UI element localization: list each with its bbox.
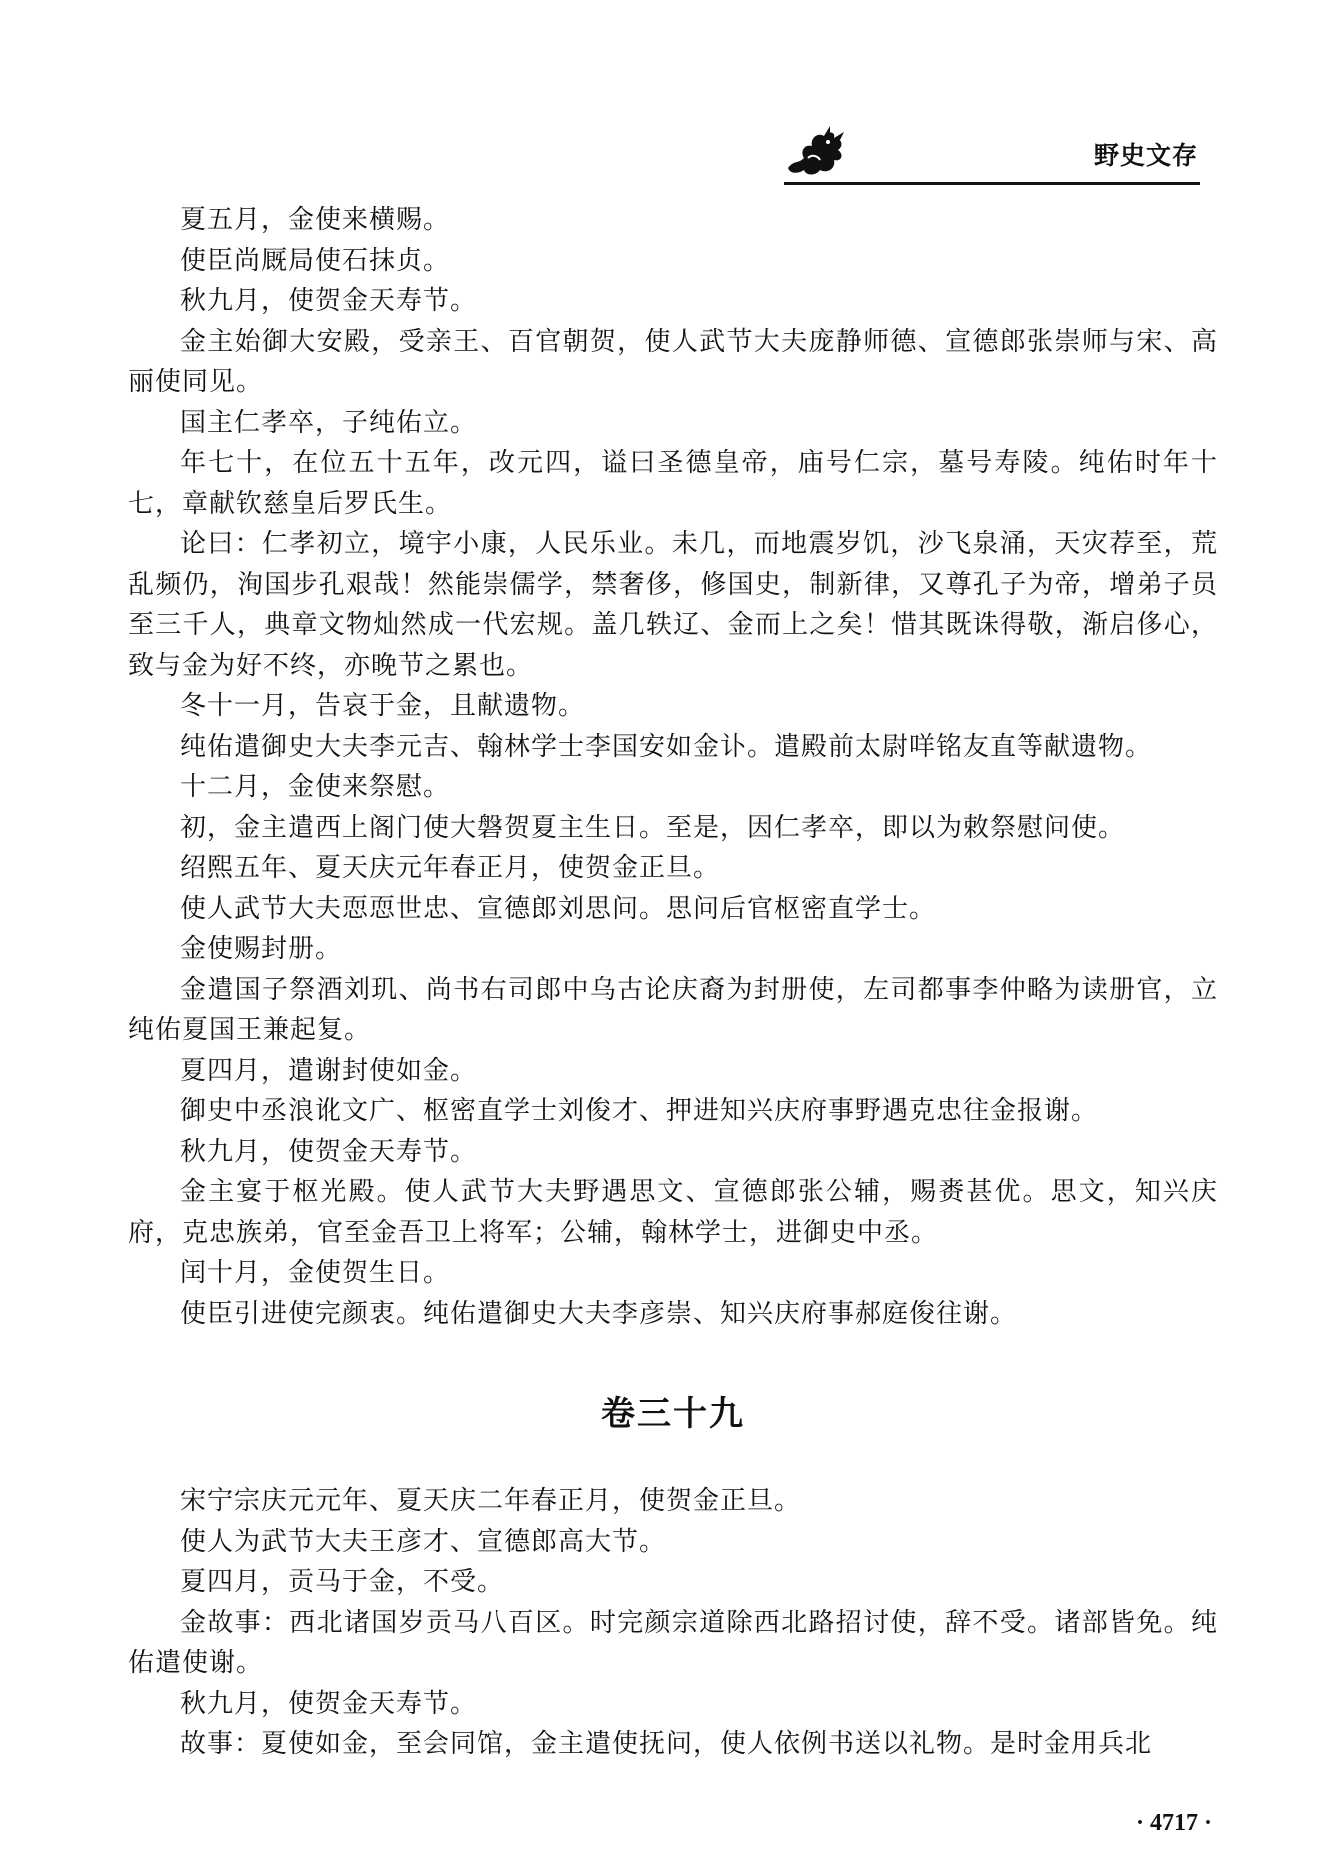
paragraph: 年七十，在位五十五年，改元四，谥曰圣德皇帝，庙号仁宗，墓号寿陵。纯佑时年十七，章献钦慈皇后罗氏生。 (128, 448, 1218, 519)
running-header (784, 118, 1200, 185)
paragraph: 秋九月，使贺金天寿节。 (180, 1136, 478, 1167)
paragraph: 金使赐封册。 (180, 934, 343, 964)
section-main-text (128, 200, 1218, 1334)
paragraph: 御史中丞浪讹文广、枢密直学士刘俊才、押进知兴庆府事野遇克忠往金报谢。 (180, 1096, 1099, 1126)
paragraph: 使人为武节大夫王彦才、宣德郎高大节。 (180, 1526, 667, 1557)
paragraph: 使臣尚厩局使石抹贞。 (180, 245, 451, 276)
paragraph: 夏四月，遣谢封使如金。 (180, 1055, 478, 1086)
paragraph: 金故事：西北诸国岁贡马八百区。时完颜宗道除西北路招讨使，辞不受。诸部皆免。纯佑遣使谢。 (128, 1607, 1218, 1678)
header-title: 野史文存 (1093, 141, 1198, 170)
paragraph: 金遣国子祭酒刘玑、尚书右司郎中乌古论庆裔为封册使，左司都事李仲略为读册官，立纯佑夏国王兼起复。 (128, 974, 1218, 1045)
paragraph: 绍熙五年、夏天庆元年春正月，使贺金正旦。 (180, 853, 721, 883)
paragraph: 金主宴于枢光殿。使人武节大夫野遇思文、宣德郎张公辅，赐赉甚优。思文，知兴庆府，克忠族弟，官至金吾卫上将军；公辅，翰林学士，进御史中丞。 (128, 1177, 1218, 1248)
paragraph: 闰十月，金使贺生日。 (180, 1258, 451, 1288)
chapter-heading: 卷三十九 (601, 1394, 745, 1434)
paragraph: 秋九月，使贺金天寿节。 (180, 1688, 478, 1719)
paragraph: 纯佑遣御史大夫李元吉、翰林学士李国安如金讣。遣殿前太尉咩铭友直等献遗物。 (180, 731, 1153, 762)
paragraph: 使臣引进使完颜衷。纯佑遣御史大夫李彦崇、知兴庆府事郝庭俊往谢。 (180, 1298, 1018, 1329)
paragraph: 十二月，金使来祭慰。 (180, 772, 451, 802)
page-body (128, 200, 1218, 1765)
section-chapter-39 (128, 1481, 1218, 1765)
page-number: · 4717 · (1135, 1810, 1212, 1836)
paragraph: 论曰：仁孝初立，境宇小康，人民乐业。未几，而地震岁饥，沙飞泉涌，天灾荐至，荒乱频仍，洵国步孔艰哉！然能崇儒学，禁奢侈，修国史，制新律，又尊孔子为帝，增弟子员至三千人，典章文物灿然成一代宏规。盖几轶辽、金而上之矣！惜其既诛得敬，渐启侈心，致与金为好不终，亦晚节之累也。 (128, 529, 1218, 681)
paragraph: 国主仁孝卒，子纯佑立。 (180, 407, 478, 438)
dragon-logo-icon (784, 124, 850, 180)
paragraph: 宋宁宗庆元元年、夏天庆二年春正月，使贺金正旦。 (180, 1486, 802, 1516)
paragraph: 秋九月，使贺金天寿节。 (180, 286, 478, 316)
paragraph: 故事：夏使如金，至会同馆，金主遣使抚问，使人依例书送以礼物。是时金用兵北 (180, 1729, 1153, 1759)
paragraph: 夏五月，金使来横赐。 (180, 205, 451, 235)
paragraph: 冬十一月，告哀于金，且献遗物。 (180, 691, 586, 721)
paragraph: 使人武节大夫恧恧世忠、宣德郎刘思问。思问后官枢密直学士。 (180, 893, 937, 924)
paragraph: 金主始御大安殿，受亲王、百官朝贺，使人武节大夫庞静师德、宣德郎张崇师与宋、高丽使同见。 (128, 326, 1218, 397)
paragraph: 夏四月，贡马于金，不受。 (180, 1567, 505, 1597)
paragraph: 初，金主遣西上阁门使大磐贺夏主生日。至是，因仁孝卒，即以为敕祭慰问使。 (180, 812, 1126, 843)
